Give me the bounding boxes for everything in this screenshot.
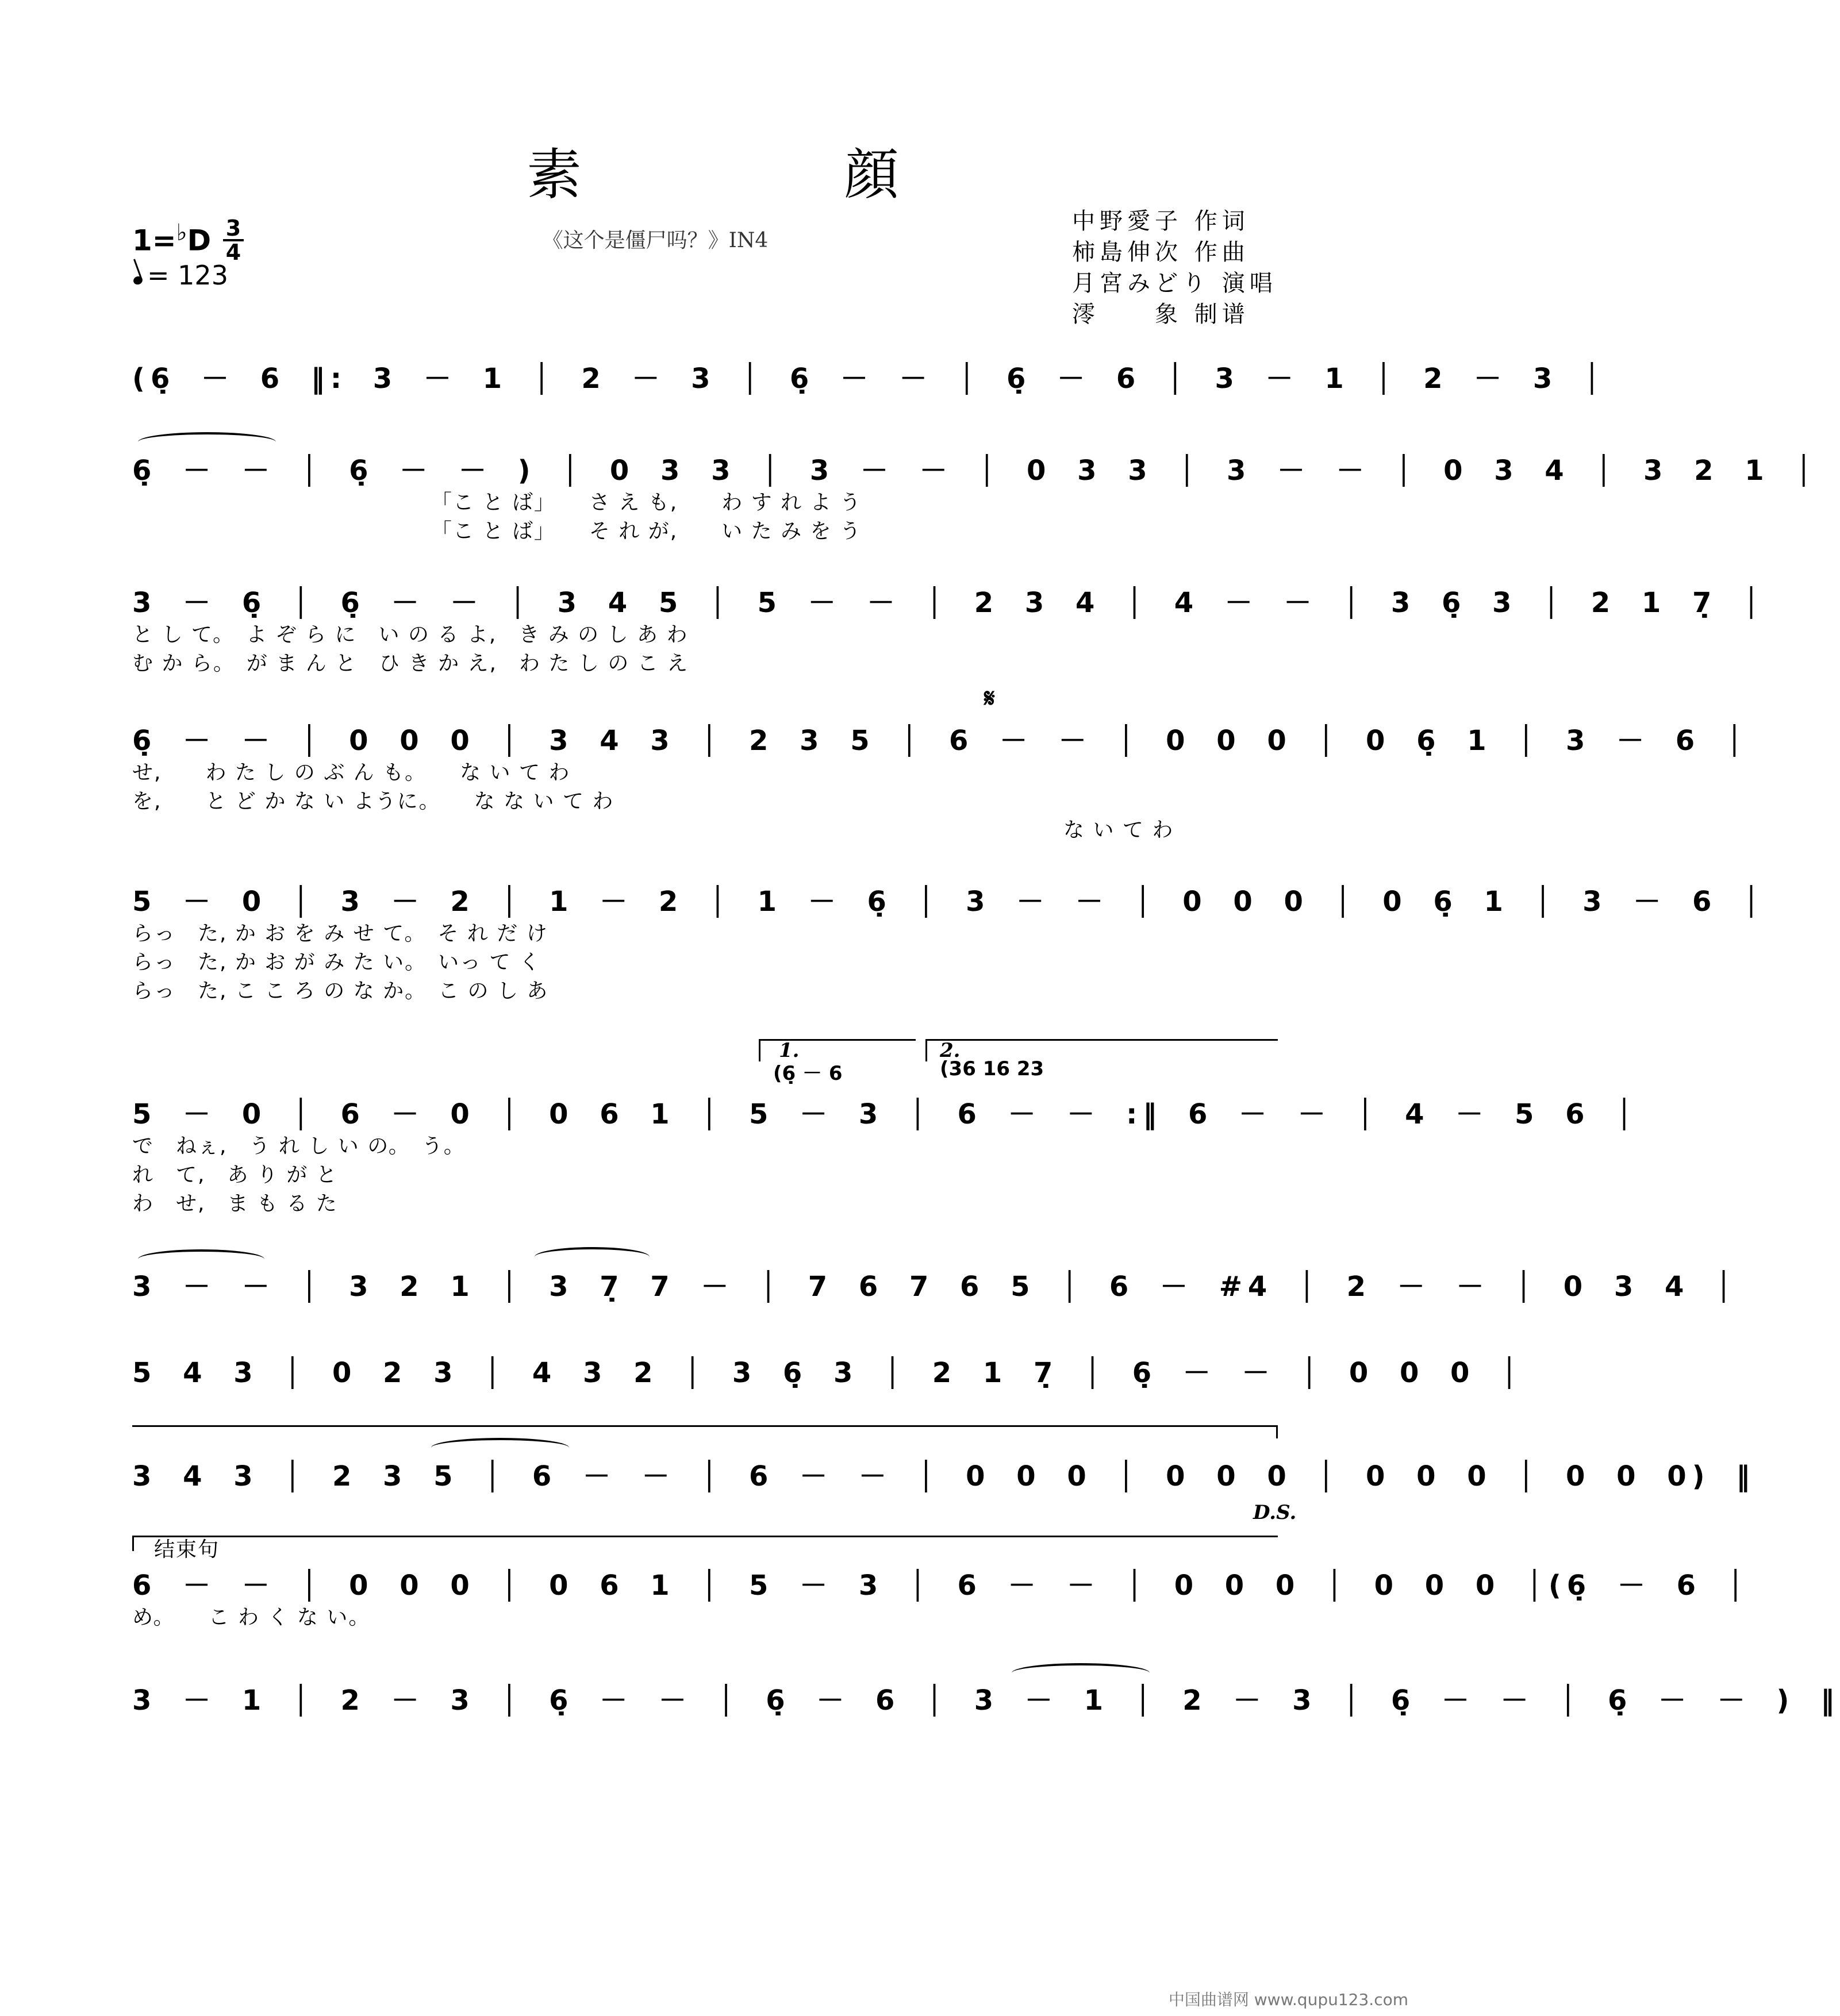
credits [1072, 206, 1277, 330]
lyric-line: 「こ と ば」 そ れ が, い た み を う [431, 520, 862, 543]
lyric-line: れ て, あ り が と [132, 1163, 338, 1187]
credit-composer: 柿島伸次 作曲 [1072, 239, 1250, 266]
tie-arc [535, 1247, 650, 1267]
meter-denominator: 4 [225, 240, 241, 265]
lyric-line: な い て わ [1063, 818, 1174, 842]
lyric-line: と し て。 よ ぞ ら に い の る よ, き み の し あ わ [132, 623, 689, 647]
tempo-marking [133, 260, 228, 291]
ds-marking: D.S. [1253, 1501, 1297, 1524]
notation-line: 6̣ － － │ 6̣ － － ) │ 0 3 3 │ 3 － － │ 0 3 3 │ 3 － － │ 0 3 4 │ 3 2 1 │ [132, 455, 1818, 487]
notation-line: (6̣ － 6 ‖: 3 － 1 │ 2 － 3 │ 6̣ － － │ 6̣ － 6 │ 3 － 1 │ 2 － 3 │ [132, 363, 1606, 395]
watermark-text: 中国曲谱网 www.qupu123.com [1168, 1990, 1408, 2009]
key-tonic: D [187, 224, 212, 257]
repeat-bracket [132, 1425, 1278, 1438]
notation-line: 5 － 0 │ 3 － 2 │ 1 － 2 │ 1 － 6̣ │ 3 － － │ 0 0 0 │ 0 6̣ 1 │ 3 － 6 │ [132, 886, 1766, 918]
notation-line: 3 － 6̣ │ 6̣ － － │ 3 4 5 │ 5 － － │ 2 3 4 │ 4 － － │ 3 6̣ 3 │ 2 1 7̣ │ [132, 587, 1766, 619]
source-line: 《这个是僵尸吗？》IN4 [542, 229, 769, 252]
score-row [132, 448, 1818, 546]
lyric-line: らっ た, こ こ ろ の な か。 こ の し あ [132, 979, 549, 1003]
lyric-line: で ねぇ, う れ し い の。 う。 [132, 1134, 466, 1158]
lyric-line: せ, わ た し の ぶ ん も。 な い て わ [132, 761, 571, 784]
volta-1-label: 1. [779, 1039, 800, 1062]
lyric-line: わ せ, ま も る た [132, 1192, 338, 1215]
segno-icon: 𝄋 [984, 684, 995, 713]
credit-singer: 月宮みどり 演唱 [1072, 270, 1277, 297]
notation-line: 3 － 1 │ 2 － 3 │ 6̣ － － │ 6̣ － 6 │ 3 － 1 │ 2 － 3 │ 6̣ － － │ 6̣ － － ) ‖ [132, 1684, 1840, 1717]
notation-line: 5 4 3 │ 0 2 3 │ 4 3 2 │ 3 6̣ 3 │ 2 1 7̣ │ 6̣ － － │ 0 0 0 │ [132, 1357, 1524, 1389]
volta-1-notes: (6̣ － 6 [773, 1062, 843, 1085]
notation-line: 5 － 0 │ 6 － 0 │ 0 6 1 │ 5 － 3 │ 6 － － :‖ 6 － － │ 4 － 5 6 │ [132, 1098, 1639, 1130]
score-row [132, 580, 1766, 678]
lyric-line: む か ら。 が ま ん と ひ き か え, わ た し の こ え [132, 652, 689, 675]
score-row [132, 1351, 1524, 1391]
score-row [132, 879, 1766, 1006]
coda-label: 结束句 [154, 1538, 220, 1561]
lyric-line: め。 こ わ く な い。 [132, 1606, 371, 1629]
score-row [132, 1563, 1750, 1632]
notation-line: 3 4 3 │ 2 3 5 │ 6 － － │ 6 － － │ 0 0 0 │ 0 0 0 │ 0 0 0 │ 0 0 0) ‖ [132, 1460, 1756, 1492]
lyric-line: を, と ど か な い ように。 な な い て わ [132, 790, 614, 813]
meter-numerator: 3 [223, 217, 244, 241]
coda-bracket [132, 1536, 1278, 1551]
notation-line: 6̣ － － │ 0 0 0 │ 3 4 3 │ 2 3 5 │ 6 － － │ 0 0 0 │ 0 6̣ 1 │ 3 － 6 │ [132, 725, 1749, 757]
volta-2-label: 2. [940, 1039, 961, 1062]
notation-line: 3 － － │ 3 2 1 │ 3 7̣ 7 － │ 7 6 7 6 5 │ 6 － #4 │ 2 － － │ 0 3 4 │ [132, 1271, 1738, 1303]
credit-transcriber: 澪 象 制谱 [1072, 301, 1250, 328]
quarter-note-icon [132, 275, 144, 286]
page-title: 素 顔 [527, 143, 1002, 207]
credit-lyricist: 中野愛子 作词 [1072, 208, 1250, 234]
score-row [132, 718, 1749, 845]
flat-sign: ♭ [176, 220, 187, 246]
score-row [132, 356, 1606, 397]
lyric-line: らっ た, か お を み せ て。 そ れ だ け [132, 922, 548, 945]
score-row [132, 1454, 1756, 1494]
tempo-value: = 123 [147, 260, 228, 291]
key-prefix: 1= [132, 224, 176, 257]
volta-2-notes: (36 16 23 [940, 1057, 1044, 1080]
score-row [132, 1678, 1840, 1718]
score-row [132, 1092, 1639, 1218]
lyric-line: 「こ と ば」 さ え も, わ す れ よ う [431, 491, 862, 514]
score-row [132, 1264, 1738, 1305]
notation-line: 6 － － │ 0 0 0 │ 0 6 1 │ 5 － 3 │ 6 － － │ 0 0 0 │ 0 0 0 │(6̣ － 6 │ [132, 1569, 1750, 1602]
lyric-line: らっ た, か お が み た い。 いっ て く [132, 951, 541, 974]
